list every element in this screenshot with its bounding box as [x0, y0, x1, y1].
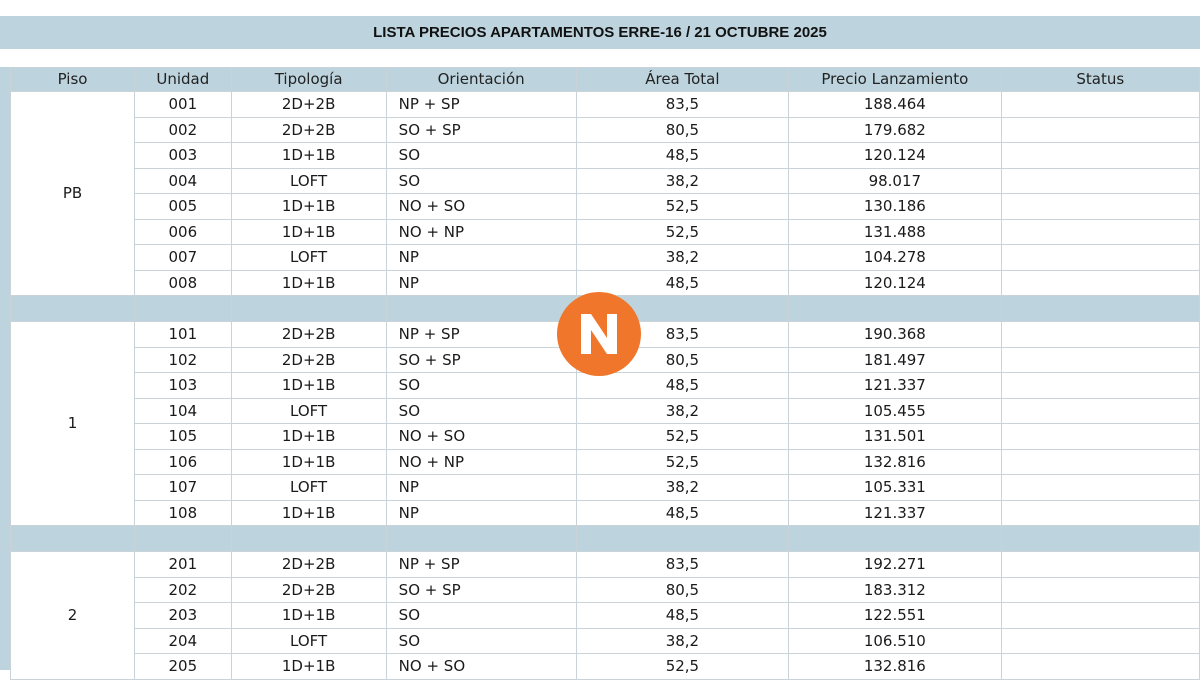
cell-orientacion: SO	[386, 143, 576, 169]
cell-unidad: 203	[135, 603, 232, 629]
cell-orientacion: NP + SP	[386, 322, 576, 348]
cell-area: 38,2	[576, 475, 789, 501]
cell-unidad: 106	[135, 449, 232, 475]
cell-status	[1001, 194, 1200, 220]
separator-cell	[1001, 526, 1200, 552]
col-header-status: Status	[1001, 68, 1200, 92]
cell-area: 52,5	[576, 654, 789, 680]
cell-tipologia: 2D+2B	[231, 347, 386, 373]
cell-tipologia: 2D+2B	[231, 552, 386, 578]
cell-tipologia: 1D+1B	[231, 603, 386, 629]
cell-tipologia: 2D+2B	[231, 322, 386, 348]
cell-tipologia: LOFT	[231, 398, 386, 424]
cell-status	[1001, 628, 1200, 654]
cell-area: 38,2	[576, 245, 789, 271]
cell-status	[1001, 577, 1200, 603]
cell-area: 52,5	[576, 219, 789, 245]
cell-precio: 131.501	[789, 424, 1001, 450]
cell-tipologia: 2D+2B	[231, 117, 386, 143]
col-header-piso: Piso	[11, 68, 135, 92]
cell-unidad: 107	[135, 475, 232, 501]
table-row	[11, 628, 1200, 654]
cell-unidad: 008	[135, 270, 232, 296]
cell-area: 83,5	[576, 552, 789, 578]
cell-orientacion: SO	[386, 398, 576, 424]
cell-status	[1001, 322, 1200, 348]
cell-unidad: 004	[135, 168, 232, 194]
n-letter-icon	[571, 306, 627, 362]
cell-unidad: 101	[135, 322, 232, 348]
cell-status	[1001, 552, 1200, 578]
table-row	[11, 373, 1200, 399]
cell-unidad: 002	[135, 117, 232, 143]
col-header-precio: Precio Lanzamiento	[789, 68, 1001, 92]
col-header-orientacion: Orientación	[386, 68, 576, 92]
table-row	[11, 603, 1200, 629]
cell-tipologia: 1D+1B	[231, 654, 386, 680]
cell-tipologia: 2D+2B	[231, 92, 386, 118]
left-accent-strip	[0, 67, 10, 670]
cell-status	[1001, 500, 1200, 526]
table-row	[11, 117, 1200, 143]
cell-status	[1001, 398, 1200, 424]
header-row	[11, 68, 1200, 92]
cell-precio: 121.337	[789, 373, 1001, 399]
cell-area: 83,5	[576, 322, 789, 348]
cell-orientacion: NP	[386, 245, 576, 271]
cell-area: 38,2	[576, 168, 789, 194]
cell-orientacion: NP	[386, 475, 576, 501]
cell-orientacion: SO	[386, 373, 576, 399]
cell-area: 80,5	[576, 347, 789, 373]
cell-unidad: 108	[135, 500, 232, 526]
cell-precio: 181.497	[789, 347, 1001, 373]
cell-status	[1001, 475, 1200, 501]
separator-cell	[386, 296, 576, 322]
page-title: LISTA PRECIOS APARTAMENTOS ERRE-16 / 21 OCTUBRE 2025	[0, 16, 1200, 49]
cell-tipologia: 1D+1B	[231, 500, 386, 526]
brand-logo-icon	[557, 292, 641, 376]
cell-area: 48,5	[576, 603, 789, 629]
cell-orientacion: NO + NP	[386, 449, 576, 475]
cell-precio: 131.488	[789, 219, 1001, 245]
cell-status	[1001, 449, 1200, 475]
cell-unidad: 005	[135, 194, 232, 220]
cell-tipologia: LOFT	[231, 475, 386, 501]
cell-tipologia: 1D+1B	[231, 143, 386, 169]
cell-tipologia: LOFT	[231, 245, 386, 271]
cell-precio: 188.464	[789, 92, 1001, 118]
cell-tipologia: 1D+1B	[231, 219, 386, 245]
cell-precio: 192.271	[789, 552, 1001, 578]
cell-precio: 106.510	[789, 628, 1001, 654]
cell-area: 80,5	[576, 577, 789, 603]
table-row	[11, 577, 1200, 603]
cell-piso: PB	[11, 92, 135, 296]
cell-status	[1001, 603, 1200, 629]
cell-tipologia: LOFT	[231, 628, 386, 654]
table-row	[11, 475, 1200, 501]
cell-status	[1001, 654, 1200, 680]
cell-area: 52,5	[576, 424, 789, 450]
cell-orientacion: NO + SO	[386, 654, 576, 680]
cell-precio: 98.017	[789, 168, 1001, 194]
cell-status	[1001, 373, 1200, 399]
cell-precio: 122.551	[789, 603, 1001, 629]
cell-tipologia: 1D+1B	[231, 449, 386, 475]
cell-tipologia: 1D+1B	[231, 373, 386, 399]
cell-area: 38,2	[576, 398, 789, 424]
separator-cell	[576, 526, 789, 552]
cell-unidad: 001	[135, 92, 232, 118]
cell-status	[1001, 168, 1200, 194]
table-row	[11, 424, 1200, 450]
cell-orientacion: NP + SP	[386, 552, 576, 578]
cell-status	[1001, 219, 1200, 245]
table-row	[11, 654, 1200, 680]
cell-status	[1001, 270, 1200, 296]
cell-tipologia: 1D+1B	[231, 194, 386, 220]
cell-unidad: 204	[135, 628, 232, 654]
separator-cell	[386, 526, 576, 552]
cell-precio: 190.368	[789, 322, 1001, 348]
cell-area: 48,5	[576, 270, 789, 296]
cell-orientacion: NO + SO	[386, 424, 576, 450]
cell-area: 48,5	[576, 143, 789, 169]
cell-precio: 183.312	[789, 577, 1001, 603]
cell-tipologia: LOFT	[231, 168, 386, 194]
cell-unidad: 201	[135, 552, 232, 578]
cell-unidad: 103	[135, 373, 232, 399]
cell-status	[1001, 117, 1200, 143]
cell-precio: 120.124	[789, 143, 1001, 169]
cell-status	[1001, 347, 1200, 373]
floor-separator-row	[11, 526, 1200, 552]
table-row	[11, 245, 1200, 271]
cell-orientacion: SO	[386, 603, 576, 629]
table-row	[11, 449, 1200, 475]
cell-unidad: 003	[135, 143, 232, 169]
cell-area: 48,5	[576, 500, 789, 526]
cell-unidad: 105	[135, 424, 232, 450]
cell-precio: 130.186	[789, 194, 1001, 220]
cell-unidad: 202	[135, 577, 232, 603]
table-row	[11, 398, 1200, 424]
cell-precio: 120.124	[789, 270, 1001, 296]
cell-unidad: 104	[135, 398, 232, 424]
cell-precio: 132.816	[789, 449, 1001, 475]
cell-unidad: 205	[135, 654, 232, 680]
cell-precio: 105.331	[789, 475, 1001, 501]
col-header-unidad: Unidad	[135, 68, 232, 92]
cell-precio: 104.278	[789, 245, 1001, 271]
cell-precio: 121.337	[789, 500, 1001, 526]
cell-unidad: 007	[135, 245, 232, 271]
separator-cell	[789, 526, 1001, 552]
cell-area: 80,5	[576, 117, 789, 143]
table-row	[11, 168, 1200, 194]
cell-status	[1001, 245, 1200, 271]
separator-cell	[11, 296, 135, 322]
cell-orientacion: SO + SP	[386, 577, 576, 603]
table-row	[11, 194, 1200, 220]
col-header-tipologia: Tipología	[231, 68, 386, 92]
separator-cell	[1001, 296, 1200, 322]
cell-orientacion: NO + SO	[386, 194, 576, 220]
cell-orientacion: NP	[386, 500, 576, 526]
cell-tipologia: 1D+1B	[231, 424, 386, 450]
cell-precio: 132.816	[789, 654, 1001, 680]
table-row	[11, 219, 1200, 245]
cell-status	[1001, 92, 1200, 118]
cell-tipologia: 2D+2B	[231, 577, 386, 603]
table-row	[11, 500, 1200, 526]
separator-cell	[231, 526, 386, 552]
cell-unidad: 006	[135, 219, 232, 245]
cell-orientacion: SO + SP	[386, 117, 576, 143]
cell-unidad: 102	[135, 347, 232, 373]
cell-orientacion: SO + SP	[386, 347, 576, 373]
cell-area: 48,5	[576, 373, 789, 399]
cell-precio: 105.455	[789, 398, 1001, 424]
cell-orientacion: NP	[386, 270, 576, 296]
cell-orientacion: SO	[386, 628, 576, 654]
separator-cell	[135, 296, 232, 322]
cell-status	[1001, 143, 1200, 169]
cell-orientacion: SO	[386, 168, 576, 194]
cell-area: 52,5	[576, 449, 789, 475]
col-header-area: Área Total	[576, 68, 789, 92]
cell-area: 38,2	[576, 628, 789, 654]
cell-area: 52,5	[576, 194, 789, 220]
cell-area: 83,5	[576, 92, 789, 118]
separator-cell	[135, 526, 232, 552]
cell-orientacion: NP + SP	[386, 92, 576, 118]
table-row	[11, 552, 1200, 578]
cell-precio: 179.682	[789, 117, 1001, 143]
cell-piso: 2	[11, 552, 135, 680]
table-row	[11, 92, 1200, 118]
separator-cell	[789, 296, 1001, 322]
table-row	[11, 143, 1200, 169]
cell-piso: 1	[11, 322, 135, 526]
cell-tipologia: 1D+1B	[231, 270, 386, 296]
separator-cell	[11, 526, 135, 552]
separator-cell	[231, 296, 386, 322]
cell-orientacion: NO + NP	[386, 219, 576, 245]
cell-status	[1001, 424, 1200, 450]
